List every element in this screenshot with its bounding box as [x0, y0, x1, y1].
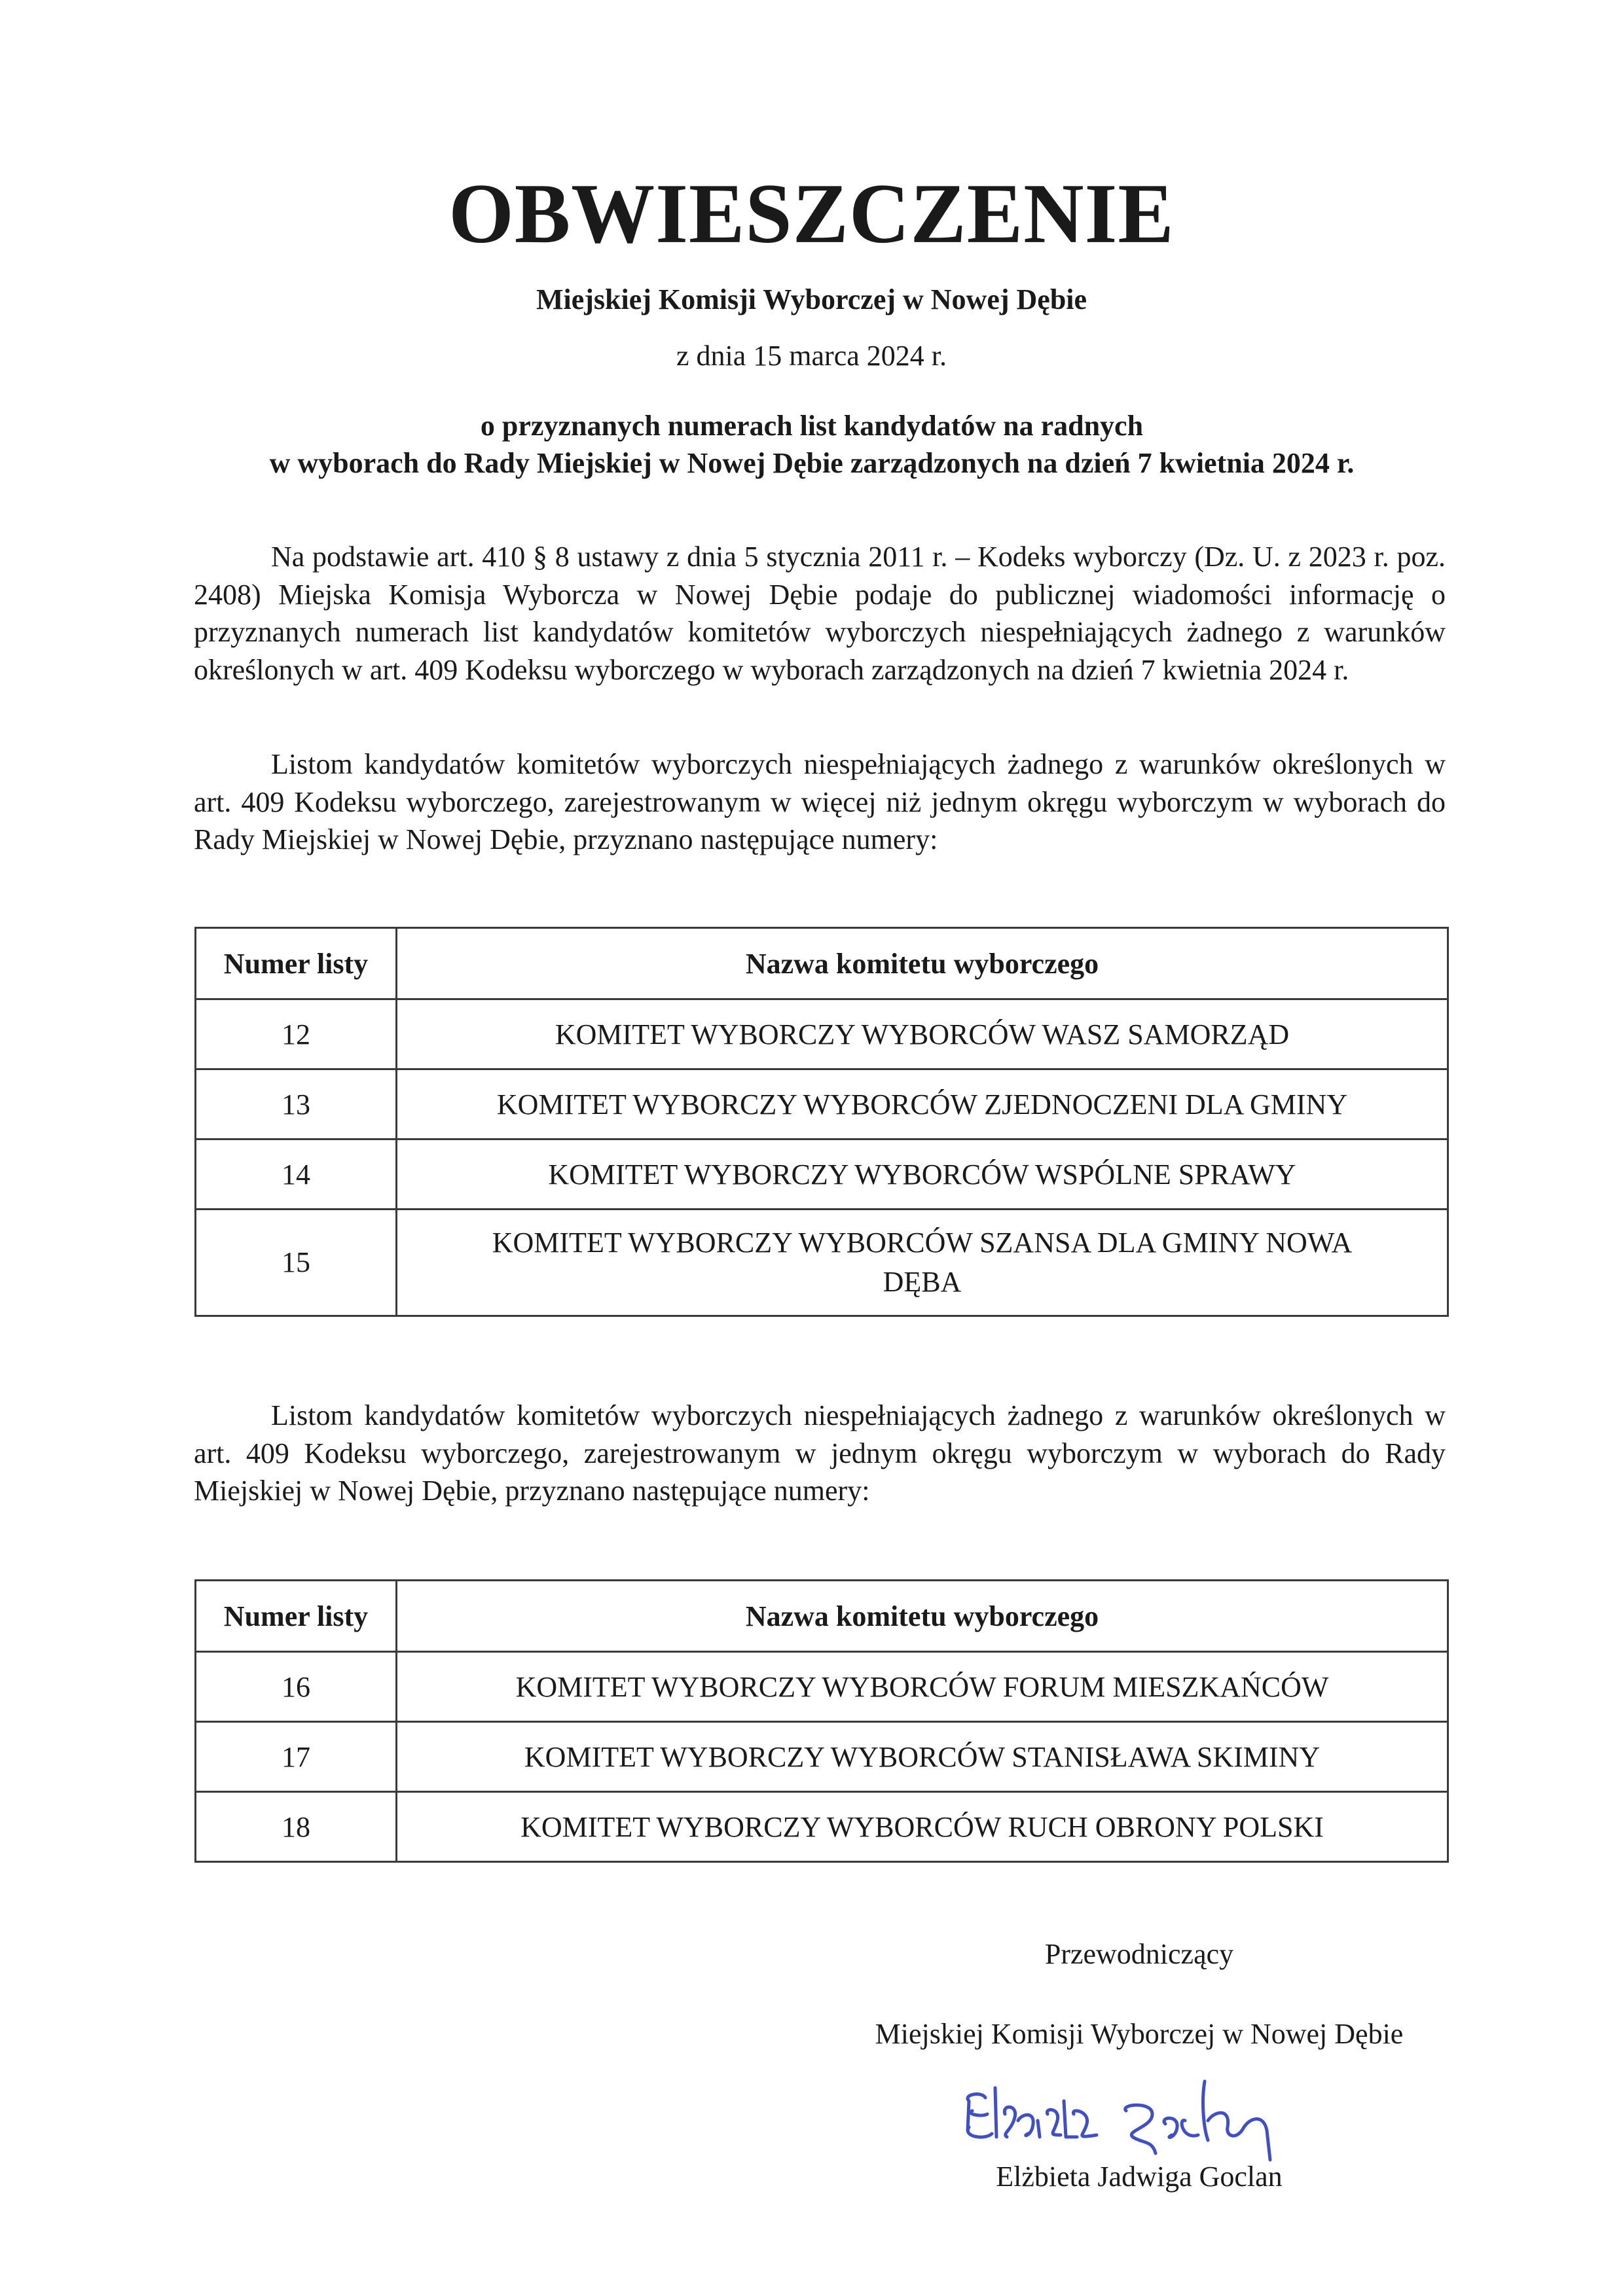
list-number: 13 [196, 1069, 397, 1139]
list-number: 15 [196, 1210, 397, 1316]
table-row [196, 999, 1448, 1069]
single-district-intro-paragraph: Listom kandydatów komitetów wyborczych niespełniających żadnego z warunków określonych w art. 409 Kodeksu wyborczego, zarejestrowanym w jednym okręgu wyborczym w wyborach do Rady Miejskiej w Nowej Dębie, przyznano następujące numery: [194, 1399, 1446, 1507]
column-header-number: Numer listy [196, 928, 397, 999]
signature-stroke [1125, 2081, 1270, 2160]
table-header-row [196, 928, 1448, 999]
committee-name: KOMITET WYBORCZY WYBORCÓW WASZ SAMORZĄD [397, 999, 1448, 1069]
handwritten-signature [956, 2075, 1375, 2173]
subject-heading-line-2: w wyborach do Rady Miejskiej w Nowej Dębie zarządzonych na dzień 7 kwietnia 2024 r. [269, 447, 1355, 479]
signature-stroke [968, 2094, 992, 2138]
column-header-number: Numer listy [196, 1581, 397, 1652]
table-row [196, 1722, 1448, 1792]
table-row [196, 1069, 1448, 1139]
document-title: OBWIESZCZENIE [448, 166, 1175, 261]
column-header-committee: Nazwa komitetu wyborczego [397, 1581, 1448, 1652]
list-number: 17 [196, 1722, 397, 1792]
subject-heading-line-1: o przyznanych numerach list kandydatów na radnych [480, 410, 1144, 442]
signatory-name: Elżbieta Jadwiga Goclan [996, 2161, 1283, 2193]
column-header-committee: Nazwa komitetu wyborczego [397, 928, 1448, 999]
committee-name: KOMITET WYBORCZY WYBORCÓW STANISŁAWA SKIMINY [397, 1722, 1448, 1792]
signature-stroke [995, 2088, 1097, 2137]
single-district-lists-table [194, 1579, 1449, 1863]
signatory-body: Miejskiej Komisji Wyborczej w Nowej Dębie [875, 2018, 1404, 2050]
committee-name: KOMITET WYBORCZY WYBORCÓW SZANSA DLA GMINY NOWA DĘBA [397, 1210, 1448, 1316]
table-row [196, 1139, 1448, 1210]
table-header-row [196, 1581, 1448, 1652]
committee-name: KOMITET WYBORCZY WYBORCÓW ZJEDNOCZENI DLA GMINY [397, 1069, 1448, 1139]
table-row [196, 1652, 1448, 1722]
list-number: 14 [196, 1139, 397, 1210]
signature-strokes [968, 2081, 1270, 2160]
list-number: 18 [196, 1792, 397, 1862]
list-number: 12 [196, 999, 397, 1069]
table-row [196, 1792, 1448, 1862]
multi-district-lists-table [194, 927, 1449, 1317]
committee-name: KOMITET WYBORCZY WYBORCÓW RUCH OBRONY POLSKI [397, 1792, 1448, 1862]
issuer: Miejskiej Komisji Wyborczej w Nowej Dębie [536, 283, 1087, 315]
committee-name: KOMITET WYBORCZY WYBORCÓW FORUM MIESZKAŃCÓW [397, 1652, 1448, 1722]
subject-heading [183, 407, 1440, 482]
multi-district-intro-paragraph: Listom kandydatów komitetów wyborczych niespełniających żadnego z warunków określonych w art. 409 Kodeksu wyborczego, zarejestrowanym w więcej niż jednym okręgu wyborczym w wyborach do Rady Miejskiej w Nowej Dębie, przyznano następujące numery: [194, 748, 1446, 855]
legal-basis-paragraph: Na podstawie art. 410 § 8 ustawy z dnia 5 stycznia 2011 r. – Kodeks wyborczy (Dz. U. z 2023 r. poz. 2408) Miejska Komisja Wyborcza w Nowej Dębie podaje do publicznej wiadomości informację o przyznanych numerach list kandydatów komitetów wyborczych niespełniających żadnego z warunków określonych w art. 409 Kodeksu wyborczego w wyborach zarządzonych na dzień 7 kwietnia 2024 r. [194, 541, 1446, 686]
signatory-role: Przewodniczący [1044, 1938, 1234, 1970]
issue-date: z dnia 15 marca 2024 r. [676, 340, 947, 372]
list-number: 16 [196, 1652, 397, 1722]
table-row [196, 1210, 1448, 1316]
committee-name: KOMITET WYBORCZY WYBORCÓW WSPÓLNE SPRAWY [397, 1139, 1448, 1210]
